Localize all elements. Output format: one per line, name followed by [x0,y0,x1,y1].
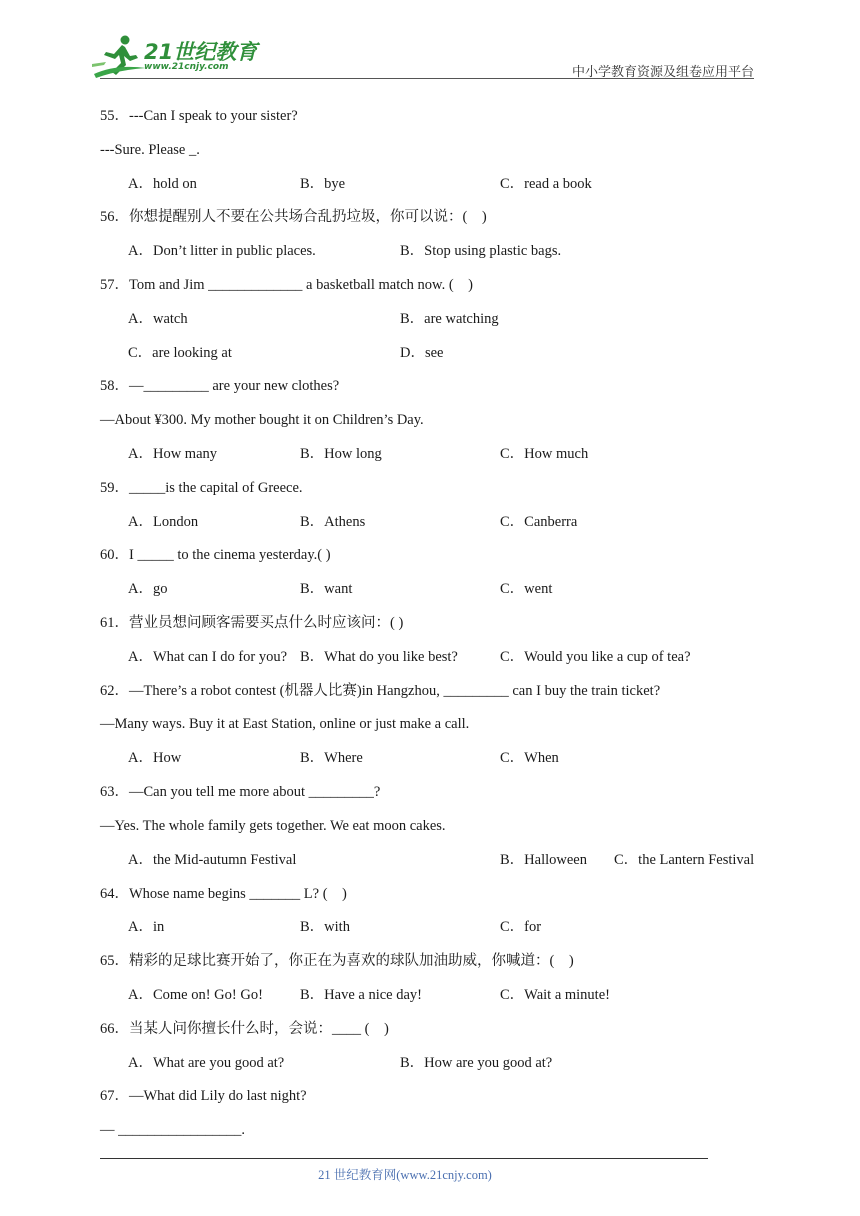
question-56-option-b[interactable]: B．Stop using plastic bags. [400,243,562,259]
question-58-option-b[interactable]: B．How long [300,446,382,462]
question-61-option-b[interactable]: B．What do you like best? [300,649,458,665]
question-58-stem: 58．—_________ are your new clothes? [100,378,340,394]
question-62-line-2: —Many ways. Buy it at East Station, online or just make a call. [100,716,470,732]
question-65-option-c[interactable]: C．Wait a minute! [500,987,610,1003]
question-63-option-c[interactable]: C．the Lantern Festival [614,852,755,868]
page-header [0,0,860,84]
question-57-option-d[interactable]: D．see [400,345,444,361]
question-63-line-2: —Yes. The whole family gets together. We eat moon cakes. [100,818,446,834]
site-logo [92,34,262,78]
question-67-stem: 67．—What did Lily do last night? [100,1088,307,1104]
question-57-option-c[interactable]: C．are looking at [128,345,232,361]
question-57-stem: 57．Tom and Jim _____________ a basketball match now. ( ) [100,277,473,293]
question-59-option-c[interactable]: C．Canberra [500,514,578,530]
question-56-option-a[interactable]: A．Don’t litter in public places. [128,243,316,259]
question-55-stem: 55．---Can I speak to your sister? [100,108,298,124]
question-56-stem: 56．你想提醒别人不要在公共场合乱扔垃圾，你可以说：( ) [100,209,487,225]
question-59-option-a[interactable]: A．London [128,514,199,530]
question-57-option-a[interactable]: A．watch [128,311,188,327]
question-60-option-b[interactable]: B．want [300,581,353,597]
logo-title: 21世纪教育 [144,40,258,64]
header-divider [100,78,754,79]
question-63-stem: 63．—Can you tell me more about _________? [100,784,381,800]
question-55-option-a[interactable]: A．hold on [128,176,197,192]
question-66-option-b[interactable]: B．How are you good at? [400,1055,553,1071]
footer-divider [100,1158,708,1159]
question-67-answer-line[interactable]: — _________________. [100,1122,245,1138]
question-59-option-b[interactable]: B．Athens [300,514,366,530]
question-55-option-b[interactable]: B．bye [300,176,346,192]
question-65-stem: 65．精彩的足球比赛开始了，你正在为喜欢的球队加油助威，你喊道：( ) [100,953,574,969]
question-63-option-b[interactable]: B．Halloween [500,852,587,868]
question-62-stem: 62．—There’s a robot contest (机器人比赛)in Hangzhou, _________ can I buy the train ticket? [100,683,661,699]
question-61-option-c[interactable]: C．Would you like a cup of tea? [500,649,691,665]
question-62-option-b[interactable]: B．Where [300,750,363,766]
question-62-option-a[interactable]: A．How [128,750,182,766]
question-63-option-a[interactable]: A．the Mid-autumn Festival [128,852,297,868]
question-64-option-a[interactable]: A．in [128,919,165,935]
question-65-option-a[interactable]: A．Come on! Go! Go! [128,987,263,1003]
question-60-option-a[interactable]: A．go [128,581,168,597]
platform-title: 中小学教育资源及组卷应用平台 [571,65,754,80]
question-62-option-c[interactable]: C．When [500,750,559,766]
question-66-option-a[interactable]: A．What are you good at? [128,1055,285,1071]
question-64-option-c[interactable]: C．for [500,919,542,935]
question-61-option-a[interactable]: A．What can I do for you? [128,649,288,665]
question-61-stem: 61．营业员想问顾客需要买点什么时应该问：( ) [100,615,404,631]
logo-url: www.21cnjy.com [144,62,229,72]
question-64-option-b[interactable]: B．with [300,919,350,935]
question-58-option-a[interactable]: A．How many [128,446,218,462]
question-60-stem: 60．I _____ to the cinema yesterday.( ) [100,547,331,563]
question-65-option-b[interactable]: B．Have a nice day! [300,987,422,1003]
page-footer: 21 世纪教育网(www.21cnjy.com) [318,1168,492,1182]
question-57-option-b[interactable]: B．are watching [400,311,499,327]
question-60-option-c[interactable]: C．went [500,581,553,597]
question-58-line-2: —About ¥300. My mother bought it on Children’s Day. [100,412,424,428]
question-58-option-c[interactable]: C．How much [500,446,589,462]
question-66-stem: 66．当某人问你擅长什么时，会说：____ ( ) [100,1021,389,1037]
question-55-line-2: ---Sure. Please _. [100,142,200,158]
runner-logo-icon [92,34,148,78]
question-64-stem: 64．Whose name begins _______ L? ( ) [100,886,347,902]
question-59-stem: 59．_____is the capital of Greece. [100,480,303,496]
question-55-option-c[interactable]: C．read a book [500,176,592,192]
